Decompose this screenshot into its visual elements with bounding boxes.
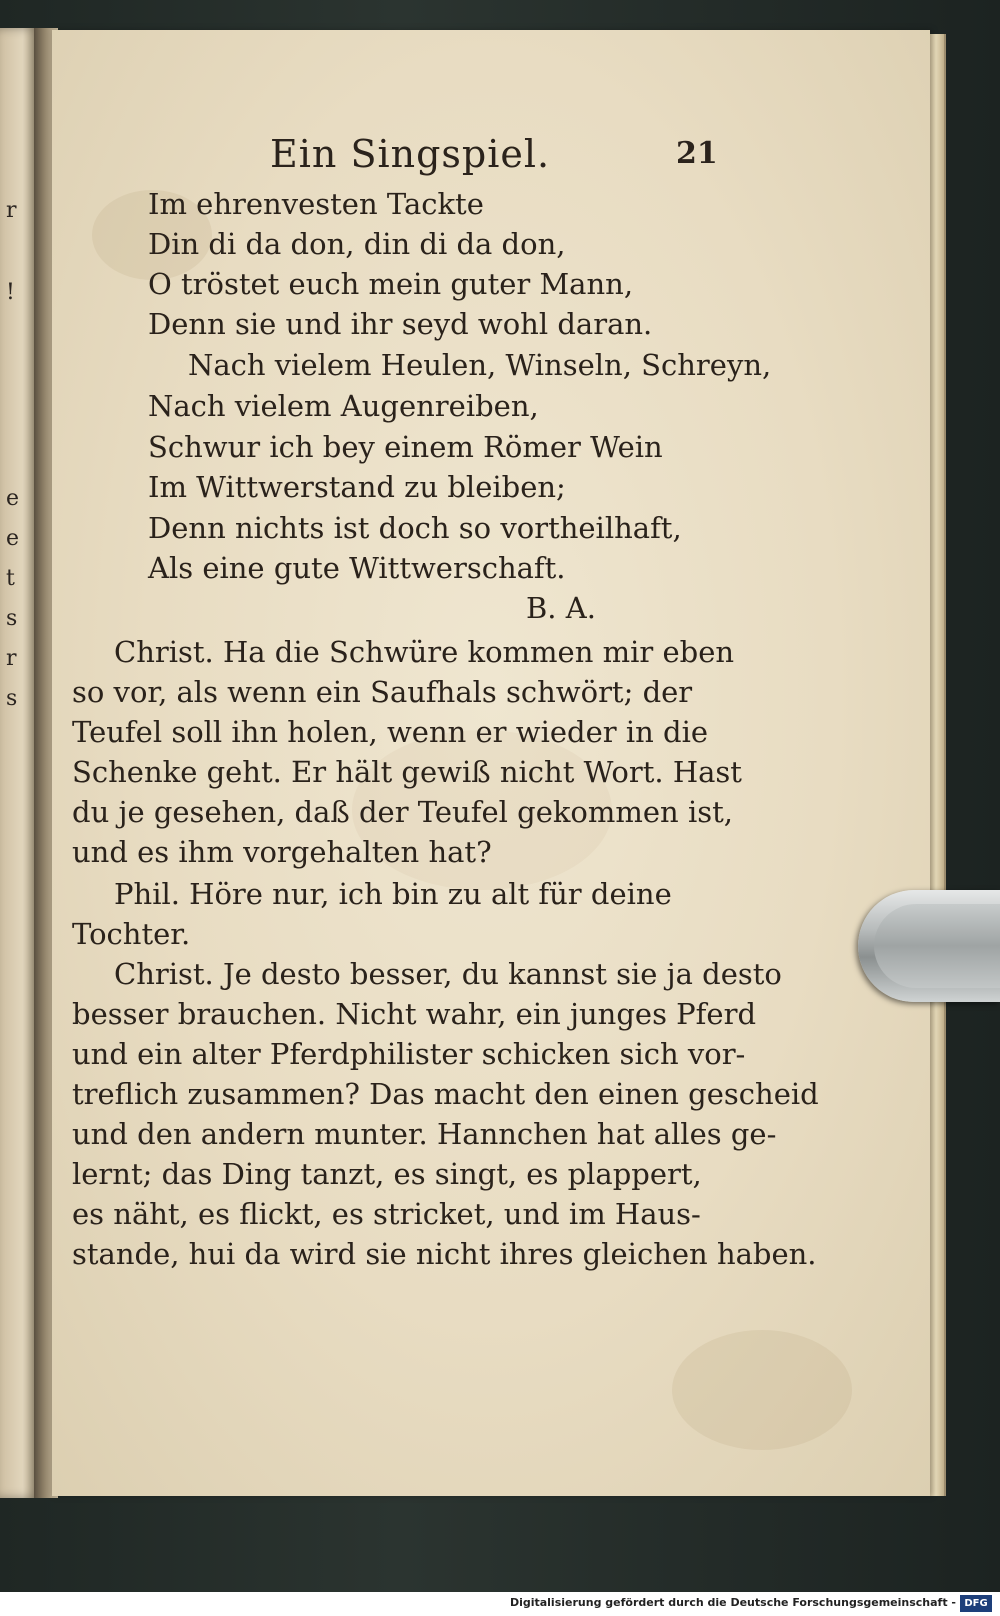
dfg-logo: DFG [960,1595,992,1612]
verse-line: Als eine gute Wittwerschaft. [148,551,566,585]
credit-text: Digitalisierung gefördert durch die Deutsche Forschungsgemeinschaft - [509,1596,956,1609]
prose-line: Christ. Je desto besser, du kannst sie ja desto [114,957,782,991]
prose-line: besser brauchen. Nicht wahr, ein junges Pferd [72,997,757,1031]
verse-line: O tröstet euch mein guter Mann, [148,267,634,301]
left-page-text-fragments [0,28,38,1498]
left-page-fragment: s [6,606,18,631]
left-page-fragment: s [6,686,18,711]
page-stack-edge [928,34,946,1496]
verse-line: Din di da don, din di da don, [148,227,566,261]
prose-line: es näht, es flickt, es stricket, und im Haus- [72,1197,701,1231]
prose-line: Teufel soll ihn holen, wenn er wieder in die [72,715,709,749]
verse-attribution: B. A. [526,591,596,625]
prose-line: und den andern munter. Hannchen hat alles ge- [72,1117,777,1151]
verse-line: Schwur ich bey einem Römer Wein [148,430,663,464]
prose-line: du je gesehen, daß der Teufel gekommen ist, [72,795,733,829]
prose-line: treflich zusammen? Das macht den einen gescheid [72,1077,819,1111]
prose-line: Schenke geht. Er hält gewiß nicht Wort. Hast [72,755,742,789]
prose-line: Phil. Höre nur, ich bin zu alt für deine [114,877,672,911]
verse-line: Nach vielem Heulen, Winseln, Schreyn, [188,348,772,382]
verse-line: Im ehrenvesten Tackte [148,187,484,221]
prose-line: und ein alter Pferdphilister schicken sich vor- [72,1037,746,1071]
verse-line: Denn nichts ist doch so vortheilhaft, [148,511,682,545]
left-page-fragment: r [6,646,17,671]
prose-line: Christ. Ha die Schwüre kommen mir eben [114,635,735,669]
left-page-fragment: e [6,486,20,511]
left-page-fragment: ! [6,280,15,305]
prose-line: lernt; das Ding tanzt, es singt, es plappert, [72,1157,702,1191]
verse-line: Nach vielem Augenreiben, [148,389,539,423]
left-page-fragment: e [6,526,20,551]
verse-line: Denn sie und ihr seyd wohl daran. [148,307,653,341]
page-clamp-inner [874,904,1000,988]
running-header [52,132,930,182]
prose-line: so vor, als wenn ein Saufhals schwört; der [72,675,693,709]
page-clamp [858,890,1000,1002]
left-page-edge [0,28,38,1498]
left-page-fragment: r [6,198,17,223]
prose-line: stande, hui da wird sie nicht ihres gleichen haben. [72,1237,817,1271]
prose-line: Tochter. [72,917,191,951]
page-number: 21 [676,136,718,171]
prose-line: und es ihm vorgehalten hat? [72,835,492,869]
running-title: Ein Singspiel. [270,132,551,176]
left-page-fragment: t [6,566,15,591]
paper-stain [672,1330,852,1450]
book-page [52,30,930,1496]
verse-line: Im Wittwerstand zu bleiben; [148,470,566,504]
credit-bar [0,1592,1000,1616]
